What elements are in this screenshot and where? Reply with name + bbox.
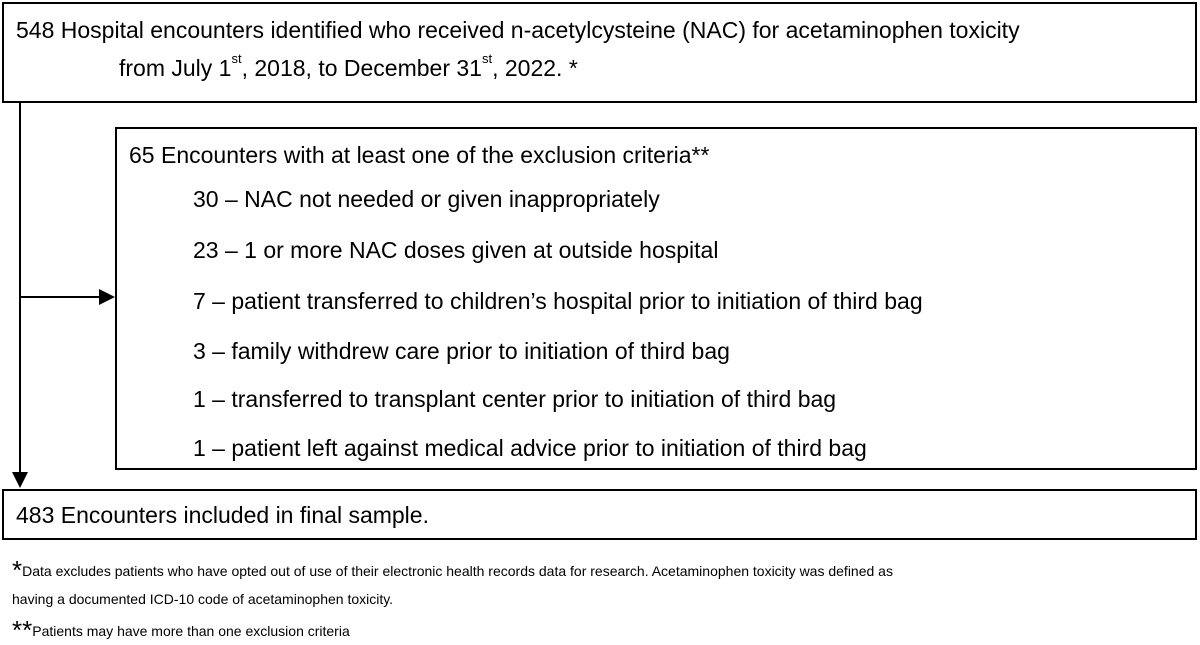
identified-line-1: 548 Hospital encounters identified who received n-acetylcysteine (NAC) for acetaminophen toxicity xyxy=(16,17,1020,43)
footnote-2 xyxy=(12,615,350,645)
identified-encounters-box xyxy=(2,2,1197,103)
exclusion-item: 7 – patient transferred to children’s hospital prior to initiation of third bag xyxy=(193,288,923,314)
footnote-1-mark: * xyxy=(12,555,23,585)
exclusion-item: 3 – family withdrew care prior to initiation of third bag xyxy=(193,338,730,364)
date-range-prefix: from July 1 xyxy=(119,55,232,81)
main-flow-arrowhead xyxy=(12,472,28,488)
exclusion-item: 23 – 1 or more NAC doses given at outside hospital xyxy=(193,237,719,263)
final-sample-text: 483 Encounters included in final sample. xyxy=(16,502,429,528)
footnote-2-text: Patients may have more than one exclusion criteria xyxy=(32,623,350,639)
final-sample-box xyxy=(2,489,1197,540)
date-range-middle: , 2018, to December 31 xyxy=(241,55,482,81)
exclusion-heading: 65 Encounters with at least one of the exclusion criteria** xyxy=(129,142,710,168)
exclusion-criteria-box xyxy=(115,127,1197,470)
exclusion-branch-arrowhead xyxy=(99,289,115,305)
identified-line-2 xyxy=(119,51,578,82)
ordinal-suffix-1: st xyxy=(231,51,242,67)
exclusion-item: 1 – transferred to transplant center prior to initiation of third bag xyxy=(193,386,837,412)
footnote-1-line-2: having a documented ICD-10 code of acetaminophen toxicity. xyxy=(12,591,394,607)
footnote-1-text: Data excludes patients who have opted out of use of their electronic health records data for research. Acetaminophen toxicity was defined as xyxy=(22,563,893,579)
exclusion-item: 30 – NAC not needed or given inappropriately xyxy=(193,186,660,212)
exclusion-item: 1 – patient left against medical advice prior to initiation of third bag xyxy=(193,435,867,461)
ordinal-suffix-2: st xyxy=(481,51,493,67)
footnote-2-mark: ** xyxy=(12,615,33,645)
date-range-suffix: , 2022. * xyxy=(492,55,578,81)
footnote-1-line-1 xyxy=(12,555,893,585)
